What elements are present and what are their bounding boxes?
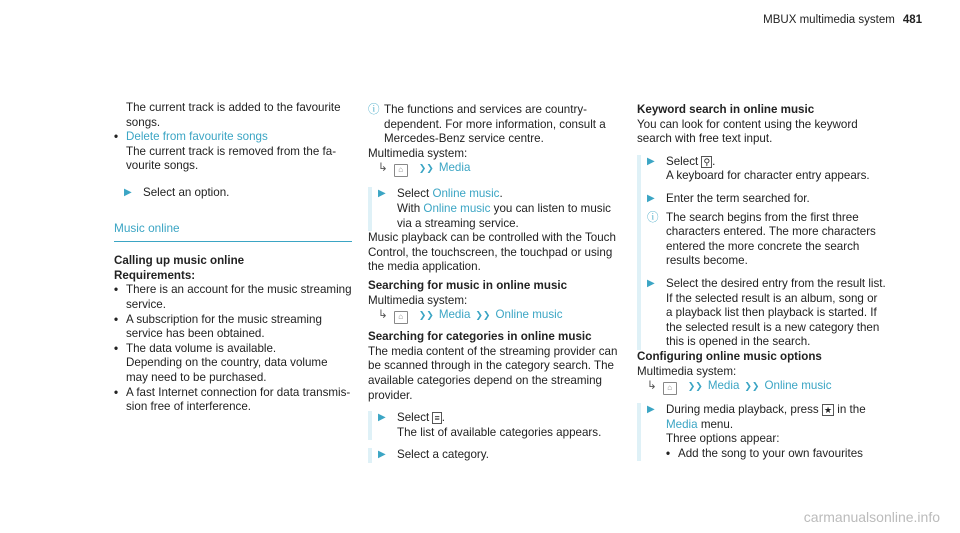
path-hook-icon: ↳ — [647, 379, 657, 393]
step-text: With — [397, 201, 421, 215]
chevron-icon: ❯❯ — [687, 381, 703, 392]
chevron-icon: ❯❯ — [418, 163, 434, 174]
search-icon[interactable]: ⚲ — [703, 156, 711, 167]
requirements-label: Requirements: — [114, 268, 196, 282]
req-item — [114, 386, 352, 415]
heading-configuring: Configuring online music options — [637, 349, 822, 363]
path-media[interactable]: Media — [438, 161, 471, 175]
path-media[interactable]: Media — [707, 379, 740, 393]
step-arrow-icon: ▶ — [647, 277, 655, 289]
step-select-category — [368, 448, 622, 463]
step-text: Select — [397, 187, 430, 201]
option-text: Add the song to your own favourites — [678, 446, 863, 460]
column-3 — [637, 103, 887, 461]
step-text: During media playback, press — [666, 403, 819, 417]
req-item — [114, 313, 352, 342]
step-arrow-icon: ▶ — [378, 188, 386, 200]
step-text: The list of available categories appears. — [397, 425, 602, 439]
subheading-calling-up: Calling up music online — [114, 254, 245, 268]
chevron-icon: ❯❯ — [475, 310, 491, 321]
chevron-icon: ❯❯ — [744, 381, 760, 392]
category-list-icon[interactable]: ≡ — [434, 413, 440, 424]
step-text: Enter the term searched for. — [666, 191, 810, 205]
step-text: Select the desired entry from the result list. If the selected result is an album, song or a playback list then playback is started. If the selected result is a new category then this is opened in the search. — [666, 276, 886, 349]
info-icon: ⓘ — [368, 103, 380, 116]
step-text: in the — [837, 403, 866, 417]
req-item — [114, 283, 352, 312]
step-arrow-icon: ▶ — [647, 192, 655, 204]
path-hook-icon: ↳ — [378, 308, 388, 322]
step-text: Select an option. — [143, 185, 230, 199]
path-online-music[interactable]: Online music — [764, 379, 832, 393]
step-select-online-music: ▶ Select Online music. With Online music you can listen to music via a streaming service. — [368, 187, 622, 231]
step-arrow-icon: ▶ — [378, 412, 386, 424]
req-text: There is an account for the music streaming service. — [126, 283, 352, 311]
step-text: you can listen to music via a streaming service. — [397, 201, 611, 230]
delete-favourite-label[interactable]: Delete from favourite songs — [126, 130, 268, 144]
info-icon: ⓘ — [647, 210, 659, 224]
bullet-icon: • — [114, 385, 119, 399]
section-title: Music online — [114, 220, 180, 235]
favourite-added-text: The current track is added to the favourite songs. — [126, 101, 341, 129]
path-hook-icon: ↳ — [378, 161, 388, 175]
info-text: The functions and services are country-dependent. For more information, consult a Mercedes-Benz service centre. — [384, 103, 606, 146]
online-music-link[interactable]: Online music — [432, 187, 500, 201]
nav-path — [368, 161, 622, 177]
heading-searching: Searching for music in online music — [368, 278, 568, 292]
info-text: The search begins from the first three characters entered. The more characters entered the more concrete the search results become. — [666, 210, 876, 268]
path-online-music[interactable]: Online music — [495, 308, 563, 322]
step-text: A keyboard for character entry appears. — [666, 169, 870, 183]
step-arrow-icon: ▶ — [124, 186, 132, 198]
step-select-list — [368, 411, 622, 440]
step-text: . — [441, 411, 445, 425]
step-text: . — [712, 154, 716, 168]
delete-favourite-text: The current track is removed from the favourite songs. — [126, 144, 337, 173]
heading-categories: Searching for categories in online music — [368, 330, 592, 344]
nav-path — [368, 308, 622, 324]
online-music-link[interactable]: Online music — [423, 201, 491, 215]
step-arrow-icon: ▶ — [647, 404, 655, 416]
column-2 — [368, 103, 622, 463]
step-text: menu. — [700, 417, 734, 431]
chevron-icon: ❯❯ — [418, 310, 434, 321]
step-text: Select — [397, 411, 430, 425]
step-options — [637, 403, 887, 461]
nav-path — [637, 379, 887, 395]
header-title: MBUX multimedia system — [763, 14, 895, 26]
bullet-icon: • — [114, 283, 119, 297]
home-icon: ⌂ — [394, 164, 408, 177]
step-arrow-icon: ▶ — [378, 449, 386, 461]
req-text-cont: Depending on the country, data volume may need to be purchased. — [126, 356, 328, 384]
star-icon[interactable]: ★ — [823, 405, 833, 416]
keyword-text: You can look for content using the keyword search with free text input. — [637, 117, 858, 146]
page-header — [763, 13, 922, 28]
home-icon: ⌂ — [394, 311, 408, 324]
step-select-option — [114, 186, 352, 201]
step-text: Select a category. — [397, 448, 489, 462]
step-text: Three options appear: — [666, 432, 780, 446]
step-arrow-icon: ▶ — [647, 155, 655, 167]
step-text: Select — [666, 154, 699, 168]
req-item — [114, 342, 352, 386]
multimedia-system-label: Multimedia system: — [637, 364, 737, 378]
req-text: The data volume is available. — [126, 341, 277, 355]
multimedia-system-label: Multimedia system: — [368, 146, 468, 160]
step-keyword-block — [637, 155, 887, 350]
heading-keyword-search: Keyword search in online music — [637, 103, 815, 116]
bullet-icon: • — [666, 446, 671, 460]
bullet-icon: • — [114, 312, 119, 326]
info-note — [368, 103, 622, 147]
req-text: A subscription for the music streaming service has been obtained. — [126, 312, 322, 341]
home-icon: ⌂ — [663, 382, 677, 395]
categories-text: The media content of the streaming provider can be scanned through in the category search. The available categories depend on the streaming provider. — [368, 344, 618, 402]
req-text: A fast Internet connection for data transmission free of interference. — [126, 385, 351, 414]
bullet-icon: • — [114, 130, 119, 144]
option-item — [666, 447, 887, 462]
watermark: carmanualsonline.info — [803, 509, 940, 526]
bullet-icon: • — [114, 341, 119, 355]
multimedia-system-label: Multimedia system: — [368, 293, 468, 307]
bullet-delete-favourite — [114, 130, 352, 174]
playback-text: Music playback can be controlled with the Touch Control, the touchscreen, the touchpad or using the media application. — [368, 231, 616, 274]
media-link[interactable]: Media — [666, 417, 698, 431]
path-media[interactable]: Media — [438, 308, 471, 322]
page-number: 481 — [902, 14, 922, 26]
